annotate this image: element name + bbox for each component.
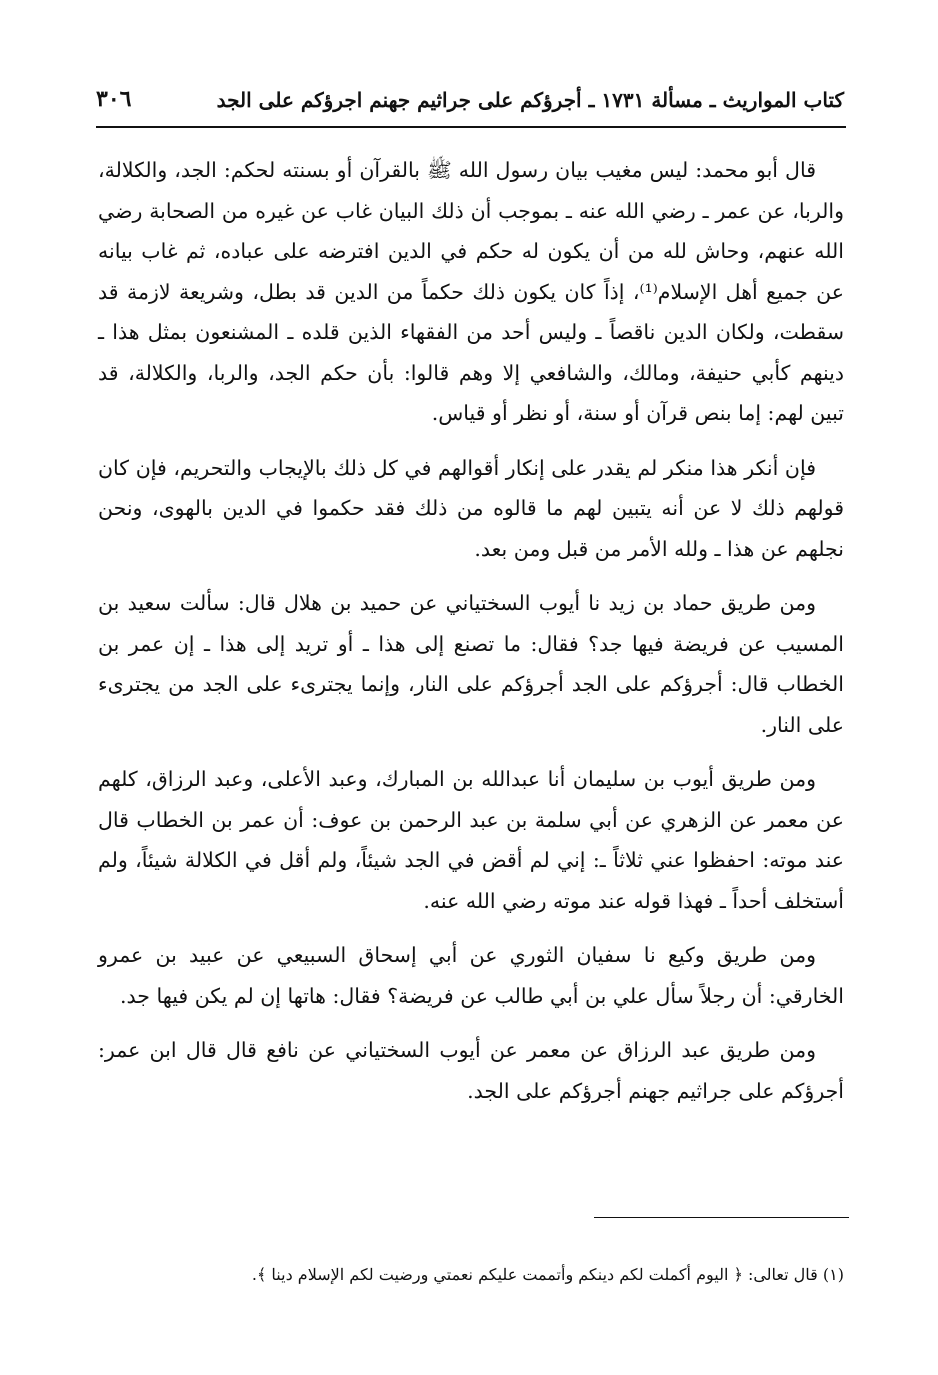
paragraph-2: فإن أنكر هذا منكر لم يقدر على إنكار أقوالهم في كل ذلك بالإيجاب والتحريم، فإن كان قولهم ذلك لا عن أنه يتبين لهم ما قالوه من ذلك فقد حكموا في الدين بالهوى، ونحن نجلهم عن هذا ـ ولله الأمر من قبل ومن بعد. [98,455,844,561]
paragraph-5: ومن طريق وكيع نا سفيان الثوري عن أبي إسحاق السبيعي عن عبيد بن عمرو الخارقي: أن رجلاً سأل علي بن أبي طالب عن فريضة؟ فقال: هاتها إن لم يكن فيها جد. [98,943,844,1008]
main-text [98,150,844,1125]
footnote-divider [594,1217,849,1218]
header-divider [96,126,846,128]
page-number: ٣٠٦ [96,86,132,112]
paragraph-1: قال أبو محمد: ليس مغيب بيان رسول الله ﷺ بالقرآن أو بسنته لحكم: الجد، والكلالة، والربا، عن عمر ـ رضي الله عنه ـ بموجب أن ذلك البيان غاب عن غيره من الصحابة رضي الله عنهم، وحاش لله من أن يكون له حكم في الدين افترضه على عباده، ثم غاب بيانه عن جميع أهل الإسلام⁽¹⁾، إذاً كان يكون ذلك حكماً من الدين قد بطل، وشريعة لازمة قد سقطت، ولكان الدين ناقصاً ـ وليس أحد من الفقهاء الذين قلده ـ المشنعون بمثل هذا ـ دينهم كأبي حنيفة، ومالك، والشافعي إلا وهم قالوا: بأن حكم الجد، والربا، والكلالة، قد تبين لهم: إما بنص قرآن أو سنة، أو نظر أو قياس. [98,158,845,425]
paragraph-4: ومن طريق أيوب بن سليمان أنا عبدالله بن المبارك، وعبد الأعلى، وعبد الرزاق، كلهم عن معمر عن الزهري عن أبي سلمة بن عبد الرحمن بن عوف: أن عمر بن الخطاب قال عند موته: احفظوا عني ثلاثاً ـ: إني لم أقض في الجد شيئاً، ولم أقل في الكلالة شيئاً، ولم أستخلف أحداً ـ فهذا قوله عند موته رضي الله عنه. [98,767,844,913]
running-header [96,82,844,122]
paragraph-6: ومن طريق عبد الرزاق عن معمر عن أيوب السختياني عن نافع قال قال ابن عمر: أجرؤكم على جراثيم جهنم أجرؤكم على الجد. [98,1038,844,1103]
header-title: كتاب المواريث ـ مسألة ١٧٣١ ـ أجرؤكم على جراثيم جهنم اجرؤكم على الجد [216,88,844,112]
footnote: (١) قال تعالى: ﴿ اليوم أكملت لكم دينكم وأتممت عليكم نعمتي ورضيت لكم الإسلام دينا ﴾. [251,1265,844,1284]
paragraph-3: ومن طريق حماد بن زيد نا أيوب السختياني عن حميد بن هلال قال: سألت سعيد بن المسيب عن فريضة فيها جد؟ فقال: ما تصنع إلى هذا ـ أو تريد إلى هذا ـ إن عمر بن الخطاب قال: أجرؤكم على الجد أجرؤكم على النار، وإنما يجترىء على الجد من يجترىء على النار. [98,591,844,737]
